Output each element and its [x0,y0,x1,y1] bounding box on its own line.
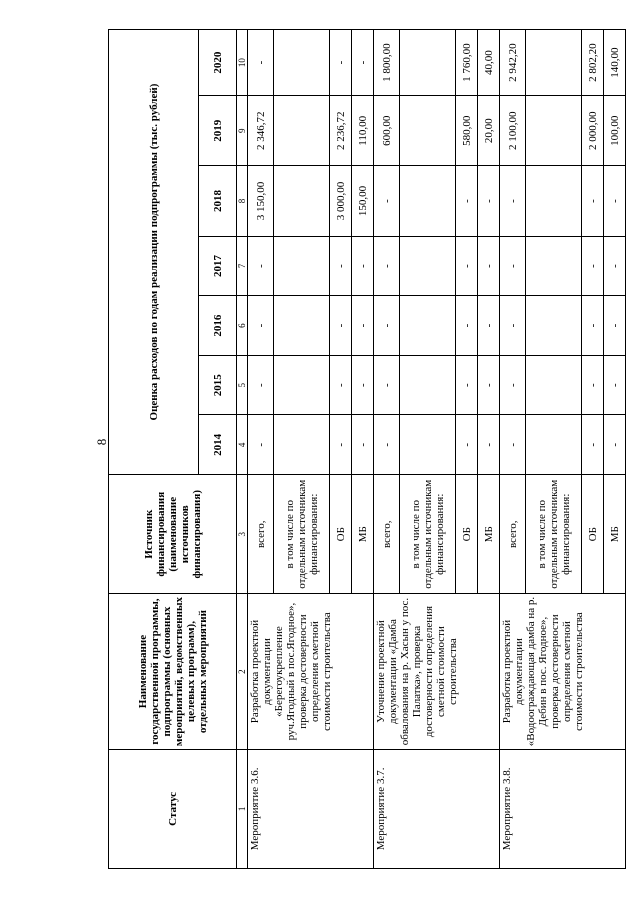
value-cell-2014 [274,415,330,475]
value-cell-2019 [526,96,582,166]
source-cell: МБ [352,475,374,594]
value-cell-2019: 580,00 [456,96,478,166]
header-row [109,30,199,869]
table-body [248,30,626,869]
value-cell-2015: - [374,355,400,415]
column-number: 3 [237,475,248,594]
value-cell-2018: 3 000,00 [330,166,352,236]
source-cell: МБ [604,475,626,594]
column-number: 7 [237,236,248,296]
source-cell: в том числе по отдельным источникам финансирования: [400,475,456,594]
event-name-cell: Уточнение проектной документации «Дамба обвалования на р. Хасын у пос. Палатка», проверка достоверности определения сметной стоимости строительства [374,594,500,749]
header-year: 2018 [199,166,237,236]
column-number: 5 [237,355,248,415]
value-cell-2015 [526,355,582,415]
source-cell: МБ [478,475,500,594]
value-cell-2014: - [604,415,626,475]
value-cell-2018 [526,166,582,236]
value-cell-2017 [274,236,330,296]
header-year: 2016 [199,296,237,356]
column-number: 6 [237,296,248,356]
source-cell: всего, [248,475,274,594]
source-cell: в том числе по отдельным источникам финансирования: [274,475,330,594]
column-number: 2 [237,594,248,749]
value-cell-2014 [526,415,582,475]
column-number: 10 [237,30,248,96]
value-cell-2016: - [456,296,478,356]
value-cell-2019 [274,96,330,166]
value-cell-2014: - [374,415,400,475]
page-number: 8 [94,438,109,446]
event-name-cell: Разработка проектной документации «Берегоукрепление руч.Ягодный в пос.Ягодное», проверка достоверности определения сметной стоимости строительства [248,594,374,749]
header-name: Наименование государственной программы, подпрограммы (основных мероприятий, ведомственных целевых программ), отдельных мероприятий [109,594,237,749]
value-cell-2019: 2 000,00 [582,96,604,166]
value-cell-2018 [274,166,330,236]
column-number-row [237,30,248,869]
value-cell-2017: - [500,236,526,296]
column-number: 1 [237,749,248,868]
value-cell-2018 [400,166,456,236]
value-cell-2020: 2 802,20 [582,30,604,96]
value-cell-2014: - [582,415,604,475]
value-cell-2017: - [604,236,626,296]
value-cell-2019: 2 236,72 [330,96,352,166]
value-cell-2020 [274,30,330,96]
value-cell-2018: - [500,166,526,236]
value-cell-2018: - [478,166,500,236]
value-cell-2017: - [248,236,274,296]
status-cell: Мероприятие 3.8. [500,749,626,868]
value-cell-2020: 40,00 [478,30,500,96]
value-cell-2014 [400,415,456,475]
table-row [374,30,400,869]
value-cell-2018: - [374,166,400,236]
value-cell-2017: - [456,236,478,296]
header-year: 2019 [199,96,237,166]
value-cell-2017: - [330,236,352,296]
value-cell-2015: - [248,355,274,415]
value-cell-2018: - [456,166,478,236]
status-cell: Мероприятие 3.7. [374,749,500,868]
rotated-table-container [108,29,632,869]
header-estimate: Оценка расходов по годам реализации подпрограммы (тыс. рублей) [109,30,199,475]
table-row [248,30,274,869]
source-cell: в том числе по отдельным источникам финансирования: [526,475,582,594]
value-cell-2017 [526,236,582,296]
value-cell-2019: 20,00 [478,96,500,166]
source-cell: ОБ [582,475,604,594]
value-cell-2014: - [352,415,374,475]
value-cell-2019: 600,00 [374,96,400,166]
value-cell-2018: - [582,166,604,236]
header-year: 2017 [199,236,237,296]
value-cell-2017: - [582,236,604,296]
column-number: 9 [237,96,248,166]
value-cell-2015: - [604,355,626,415]
header-source: Источник финансирования (наименование источников финансирования) [109,475,237,594]
value-cell-2020: - [248,30,274,96]
value-cell-2019: 110,00 [352,96,374,166]
value-cell-2015 [274,355,330,415]
value-cell-2017: - [352,236,374,296]
value-cell-2016: - [374,296,400,356]
source-cell: ОБ [456,475,478,594]
value-cell-2016: - [604,296,626,356]
value-cell-2016: - [500,296,526,356]
event-name-cell: Разработка проектной документации «Водоограждающая дамба на р. Дебин в пос. Ягодное», проверка достоверности определения сметной стоимости строительства [500,594,626,749]
header-year: 2020 [199,30,237,96]
value-cell-2014: - [478,415,500,475]
header-status: Статус [109,749,237,868]
value-cell-2014: - [500,415,526,475]
value-cell-2015: - [582,355,604,415]
value-cell-2020 [526,30,582,96]
source-cell: всего, [500,475,526,594]
value-cell-2015: - [330,355,352,415]
value-cell-2017: - [374,236,400,296]
value-cell-2015: - [478,355,500,415]
value-cell-2018: - [604,166,626,236]
value-cell-2018: 3 150,00 [248,166,274,236]
value-cell-2019 [400,96,456,166]
value-cell-2017 [400,236,456,296]
value-cell-2019: 2 100,00 [500,96,526,166]
value-cell-2020: - [352,30,374,96]
value-cell-2020: - [330,30,352,96]
header-year: 2015 [199,355,237,415]
value-cell-2016 [274,296,330,356]
value-cell-2016: - [582,296,604,356]
value-cell-2020: 1 800,00 [374,30,400,96]
table-row [500,30,526,869]
column-number: 8 [237,166,248,236]
value-cell-2015 [400,355,456,415]
column-number: 4 [237,415,248,475]
value-cell-2016: - [478,296,500,356]
value-cell-2015: - [456,355,478,415]
value-cell-2016 [526,296,582,356]
status-cell: Мероприятие 3.6. [248,749,374,868]
value-cell-2020: 2 942,20 [500,30,526,96]
header-year: 2014 [199,415,237,475]
source-cell: ОБ [330,475,352,594]
value-cell-2014: - [330,415,352,475]
value-cell-2014: - [248,415,274,475]
budget-table [108,29,626,869]
value-cell-2018: 150,00 [352,166,374,236]
value-cell-2014: - [456,415,478,475]
value-cell-2015: - [500,355,526,415]
value-cell-2015: - [352,355,374,415]
value-cell-2020: 1 760,00 [456,30,478,96]
value-cell-2016: - [352,296,374,356]
value-cell-2017: - [478,236,500,296]
value-cell-2020 [400,30,456,96]
value-cell-2020: 140,00 [604,30,626,96]
value-cell-2016 [400,296,456,356]
value-cell-2016: - [248,296,274,356]
value-cell-2019: 2 346,72 [248,96,274,166]
value-cell-2016: - [330,296,352,356]
value-cell-2019: 100,00 [604,96,626,166]
source-cell: всего, [374,475,400,594]
